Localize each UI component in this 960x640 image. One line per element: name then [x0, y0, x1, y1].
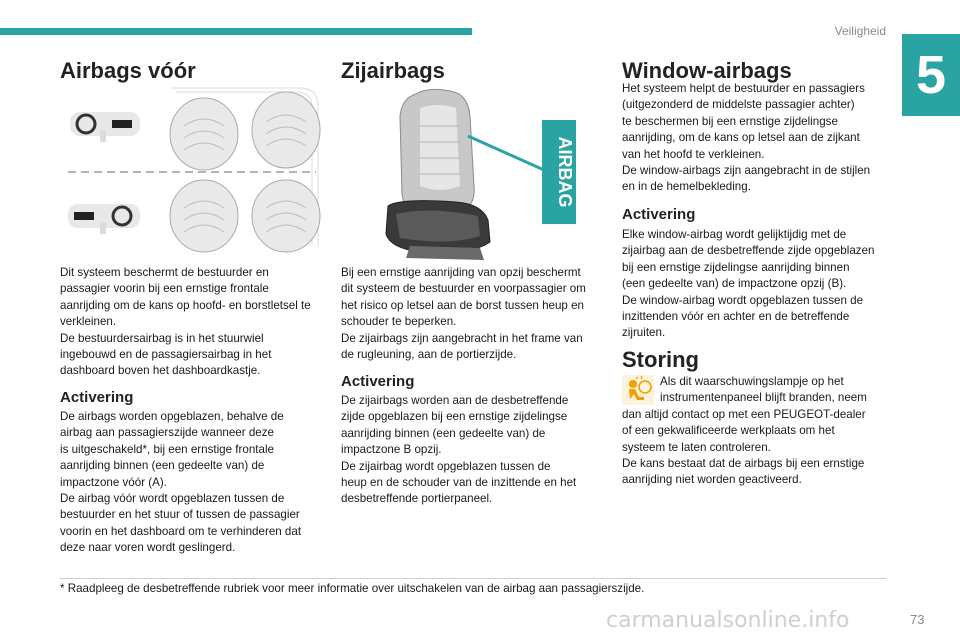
text-line: Als dit waarschuwingslampje op het [660, 375, 844, 388]
dashboard-top [70, 112, 140, 142]
side-airbag-seat-illustration [360, 86, 592, 262]
text-line: Dit systeem beschermt de bestuurder en [60, 266, 269, 279]
footnote-divider [60, 578, 886, 579]
text-line: zijruiten. [622, 326, 666, 340]
text-line: bij een ernstige zijdelingse aanrijding binnen [622, 260, 850, 274]
text-line: aanrijding binnen (een gedeelte van) de [341, 426, 546, 440]
section-number-badge: 5 [902, 34, 960, 116]
watermark: carmanualsonline.info [606, 608, 850, 633]
text-line: dashboard boven het dashboardkastje. [60, 364, 261, 378]
text-line: (een gedeelte van) de impactzone opzij (B). [622, 277, 847, 291]
side-airbags-title: Zijairbags [341, 58, 445, 83]
text-line: of een gekwalificeerde werkplaats om het [622, 424, 835, 438]
text-line: aanrijding om de kans op hoofd- en borstletsel te [60, 298, 311, 312]
text-line: zijairbag aan de desbetreffende zijde opgeblazen [622, 244, 875, 258]
text-line: De zijairbags worden aan de desbetreffende [341, 394, 569, 407]
text-line: ingebouwd en de passagiersairbag in het [60, 348, 272, 362]
text-line: Bij een ernstige aanrijding van opzij beschermt [341, 266, 581, 279]
window-activation-subtitle: Activering [622, 206, 696, 223]
text-line: en in de hemelbekleding. [622, 180, 751, 194]
text-line: bestuurder en het stuur of tussen de passagier [60, 508, 300, 522]
text-line: impactzone vóór (A). [60, 475, 167, 489]
text-line: De window-airbag wordt opgeblazen tussen de [622, 293, 864, 307]
text-line: systeem te laten controleren. [622, 440, 771, 454]
text-line: het risico op letsel aan de borst tussen heup en [341, 298, 584, 312]
page-number: 73 [910, 612, 925, 627]
text-line: dan altijd contact op met een PEUGEOT-dealer [622, 407, 866, 421]
storing-body [622, 374, 892, 489]
text-line: aanrijding niet worden geactiveerd. [622, 473, 802, 487]
text-line: inzittenden vóór en achter en de betreffende [622, 310, 850, 324]
side-airbags-intro [341, 265, 601, 363]
text-line: is uitgeschakeld*, bij een ernstige frontale [60, 442, 274, 456]
header-accent-bar [0, 28, 472, 35]
dashboard-bottom [68, 204, 140, 234]
text-line: (uitgezonderd de middelste passagier achter) [622, 98, 855, 112]
text-line: De airbag vóór wordt opgeblazen tussen de [60, 492, 285, 506]
text-line: aanrijding, om de kans op letsel aan de zijkant [622, 131, 860, 145]
text-line: impactzone B opzij. [341, 443, 442, 457]
front-airbags-title: Airbags vóór [60, 58, 196, 83]
text-line: voorin en het dashboard om te verhinderen dat [60, 524, 302, 538]
text-line: verkleinen. [60, 315, 117, 329]
footnote: * Raadpleeg de desbetreffende rubriek voor meer informatie over uitschakelen van de airbag aan passagierszijde. [60, 582, 645, 595]
front-activation-body [60, 409, 330, 557]
front-activation-subtitle: Activering [60, 389, 134, 406]
text-line: De window-airbags zijn aangebracht in de stijlen [622, 164, 871, 178]
window-airbags-intro [622, 81, 892, 196]
window-activation-body [622, 227, 892, 342]
text-line: schouder te beperken. [341, 315, 457, 329]
text-line: te beschermen bij een ernstige zijdelingse [622, 114, 838, 128]
text-line: desbetreffende portierpaneel. [341, 492, 493, 506]
text-line: De kans bestaat dat de airbags bij een ernstige [622, 457, 865, 471]
airbag-label: AIRBAG [555, 136, 575, 208]
text-line: dit systeem de bestuurder en voorpassagier om [341, 282, 586, 296]
text-line: aanrijding binnen (een gedeelte van) de [60, 459, 265, 473]
text-line: deze naar voren wordt geslingerd. [60, 541, 236, 555]
text-line: de rugleuning, aan de portierzijde. [341, 348, 517, 362]
storing-title: Storing [622, 347, 699, 372]
front-airbags-illustration [60, 86, 322, 258]
front-airbags-intro [60, 265, 330, 380]
side-activation-subtitle: Activering [341, 373, 415, 390]
side-activation-body [341, 393, 601, 508]
text-line: De airbags worden opgeblazen, behalve de [60, 410, 284, 423]
text-line: Het systeem helpt de bestuurder en passagiers [622, 82, 865, 95]
text-line: instrumentenpaneel blijft branden, neem [660, 391, 867, 405]
text-line: airbag aan passagierszijde wanneer deze [60, 426, 274, 440]
text-line: heup en de schouder van de inzittende en het [341, 476, 577, 490]
text-line: zijde opgeblazen bij een ernstige zijdelingse [341, 410, 568, 424]
text-line: van het hoofd te verkleinen. [622, 147, 765, 161]
text-line: passagier voorin bij een ernstige frontale [60, 282, 269, 296]
text-line: De zijairbag wordt opgeblazen tussen de [341, 459, 551, 473]
section-label: Veiligheid [834, 24, 886, 38]
window-airbags-title: Window-airbags [622, 58, 792, 83]
text-line: Elke window-airbag wordt gelijktijdig met de [622, 228, 847, 241]
text-line: De bestuurdersairbag is in het stuurwiel [60, 331, 264, 345]
text-line: De zijairbags zijn aangebracht in het frame van [341, 331, 583, 345]
